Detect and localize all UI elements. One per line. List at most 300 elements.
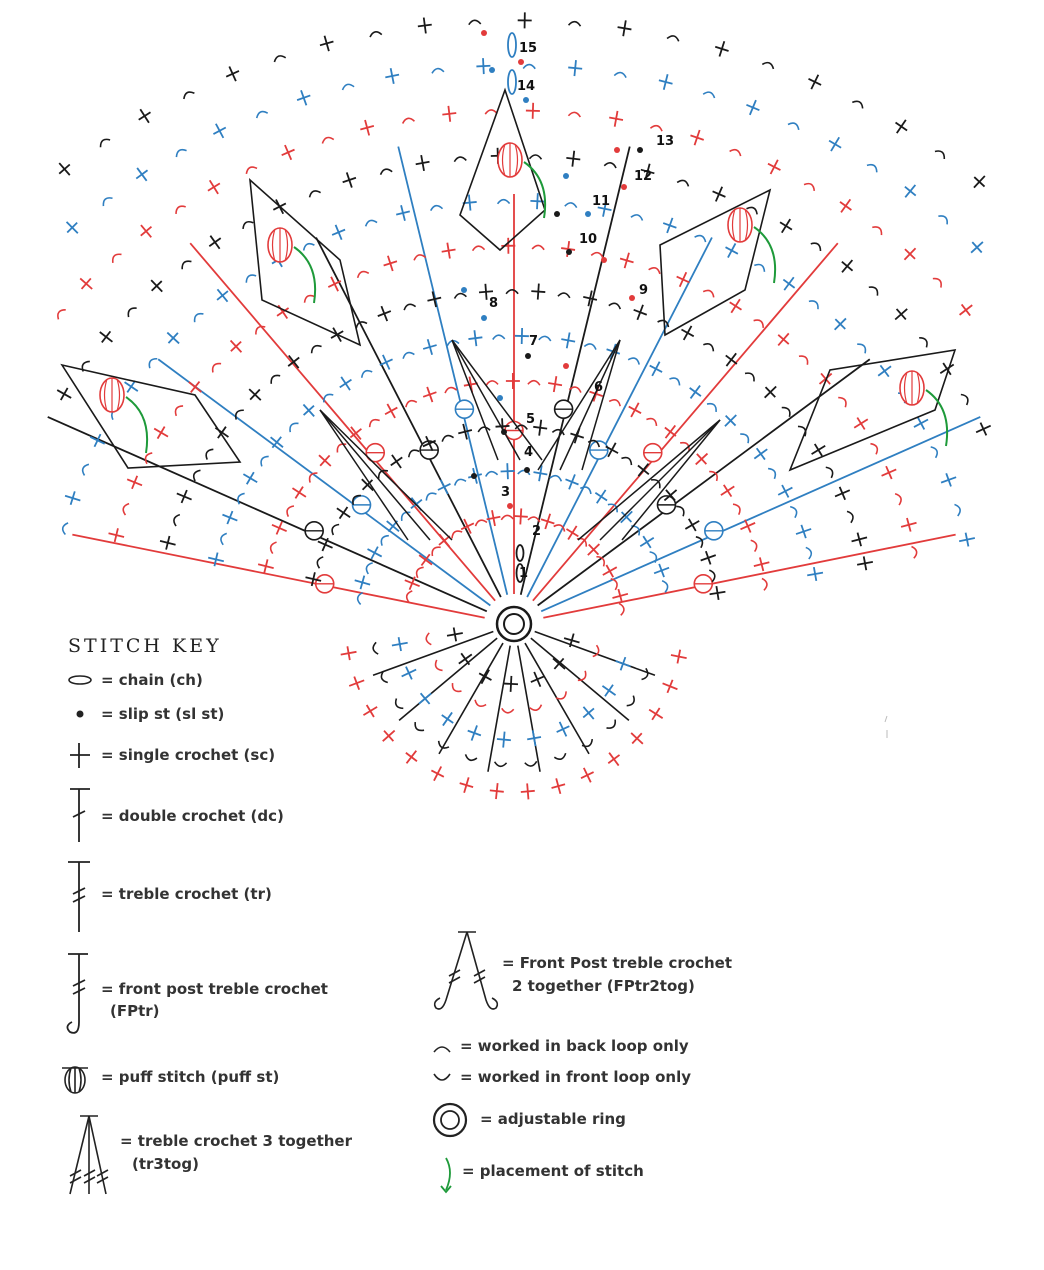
stitch-mark — [657, 73, 674, 92]
stitch-mark — [560, 331, 577, 349]
loop-mark — [356, 270, 369, 278]
placement-arrow — [524, 162, 545, 218]
puff-stitch-icon — [62, 1067, 88, 1093]
puff-circle — [694, 575, 712, 593]
loop-mark — [607, 720, 618, 731]
loop-mark — [269, 541, 277, 554]
stitch-mark — [526, 103, 541, 119]
stitch-mark — [87, 431, 107, 451]
stitch-mark — [899, 516, 918, 534]
loop-mark — [360, 368, 372, 377]
stitch-mark — [440, 242, 456, 260]
loop-mark — [733, 502, 742, 514]
loop-mark — [407, 448, 419, 457]
treble-crochet-icon — [68, 862, 90, 932]
loop-mark — [453, 478, 466, 486]
stitch-mark — [314, 450, 335, 471]
key-item-adjustable-ring: = adjustable ring — [480, 1110, 626, 1128]
puff-circle — [353, 496, 371, 514]
stitch-mark — [582, 289, 599, 308]
loop-mark — [255, 110, 268, 119]
round-labels — [489, 41, 674, 581]
loop-mark — [369, 31, 382, 37]
stitch-mark — [283, 351, 304, 372]
stitch-mark — [417, 17, 433, 35]
loop-mark — [441, 434, 454, 442]
stitch-mark — [722, 240, 742, 261]
tr3tog-fan — [320, 410, 452, 540]
loop-mark — [867, 162, 879, 172]
loop-mark — [454, 293, 466, 299]
stitch-mark — [562, 522, 582, 543]
single-crochet-icon — [70, 743, 90, 768]
loop-mark — [912, 546, 918, 559]
loop-mark — [565, 202, 577, 207]
loop-mark — [241, 219, 253, 229]
loop-mark — [961, 393, 970, 405]
stitch-mark — [560, 240, 576, 258]
stitch-mark — [760, 382, 781, 403]
loop-mark — [707, 401, 719, 412]
key-item-treble-crochet: = treble crochet (tr) — [101, 885, 272, 903]
loop-mark — [525, 761, 537, 766]
loop-mark — [219, 532, 226, 545]
stitch-mark — [578, 765, 598, 786]
loop-mark — [539, 336, 551, 341]
loop-mark — [474, 519, 487, 526]
loop-mark — [809, 298, 821, 309]
puff-stitch — [498, 143, 522, 177]
stitch-mark — [381, 401, 401, 422]
loop-mark — [847, 510, 855, 523]
loop-mark — [782, 405, 793, 417]
key-item-double-crochet: = double crochet (dc) — [101, 807, 284, 825]
stitch-mark — [764, 157, 784, 178]
stitch-mark — [391, 636, 409, 653]
round-label: 12 — [634, 169, 653, 184]
round-label: 5 — [526, 412, 536, 427]
puff-stitch — [268, 228, 292, 262]
stitch-mark — [158, 534, 177, 551]
loop-mark — [751, 539, 759, 552]
stitch-mark — [549, 777, 567, 796]
loop-mark — [532, 245, 544, 250]
loop-mark — [938, 213, 949, 224]
loop-mark — [414, 565, 423, 577]
loop-mark — [287, 421, 298, 432]
loop-mark — [172, 513, 180, 526]
loop-mark — [662, 580, 669, 593]
loop-mark — [646, 416, 658, 426]
stitch-mark — [966, 237, 987, 258]
loop-mark — [424, 491, 436, 501]
key-item-single-crochet: = single crochet (sc) — [101, 746, 276, 764]
post-stitch-spoke — [72, 535, 484, 618]
loop-mark — [506, 290, 518, 294]
stitch-mark — [776, 215, 796, 236]
stitch-mark — [394, 204, 411, 223]
loop-mark — [367, 417, 379, 427]
stitch-mark — [125, 473, 145, 492]
loop-mark — [174, 147, 186, 157]
round-label: 7 — [529, 334, 539, 349]
stitch-mark — [616, 19, 632, 37]
loop-mark — [954, 503, 961, 516]
stitch-mark — [489, 782, 505, 799]
key-item-placement: = placement of stitch — [462, 1162, 644, 1180]
fptr2tog-icon — [435, 932, 498, 1009]
loop-mark — [486, 380, 498, 385]
slip-stitch-icon — [77, 711, 84, 718]
stitch-mark — [62, 217, 83, 238]
stitch-mark — [775, 481, 796, 501]
loop-mark — [321, 136, 334, 144]
stitch-mark — [353, 573, 372, 591]
loop-mark — [493, 335, 505, 340]
stitch-mark — [340, 645, 358, 662]
stitch-mark — [364, 543, 385, 563]
stitch-mark — [476, 58, 491, 75]
loop-mark — [935, 148, 947, 159]
loop-mark — [379, 533, 389, 545]
loop-mark — [302, 242, 315, 251]
loop-mark — [464, 754, 477, 761]
loop-mark — [838, 395, 848, 407]
back-loop-icon — [434, 1047, 450, 1052]
loop-mark — [454, 156, 466, 161]
stitch-mark — [375, 304, 394, 324]
stitch-mark — [386, 451, 407, 472]
stitch-mark — [652, 561, 672, 580]
round-label: 15 — [519, 41, 538, 56]
stitch-mark — [240, 468, 261, 488]
stitch-mark — [563, 472, 582, 492]
stitch-mark — [151, 423, 172, 443]
puff-circle — [455, 400, 473, 418]
loop-mark — [405, 590, 412, 603]
stitch-mark — [528, 669, 547, 689]
lower-spoke — [535, 632, 655, 676]
stitch-mark — [467, 329, 483, 347]
stitch-mark — [294, 88, 313, 108]
stitch-mark — [515, 328, 529, 344]
round-label: 9 — [639, 283, 649, 298]
stitch-mark — [743, 97, 762, 117]
front-loop-icon — [434, 1074, 450, 1080]
stitch-mark — [63, 489, 82, 507]
loop-mark — [244, 273, 256, 283]
stitch-mark — [210, 120, 230, 141]
loop-mark — [869, 284, 880, 295]
stitch-mark — [506, 373, 520, 389]
loop-mark — [528, 380, 540, 385]
stitch-mark — [401, 746, 422, 767]
stitch-mark — [434, 477, 454, 498]
stitch-mark — [329, 222, 348, 242]
puff-circle — [305, 522, 323, 540]
stitch-mark — [289, 482, 310, 502]
post-stitch-spoke — [527, 238, 712, 598]
loop-mark — [806, 546, 813, 559]
key-item-puff-stitch: = puff stitch (puff st) — [101, 1068, 280, 1086]
stitch-mark — [969, 171, 990, 192]
stitch-mark — [618, 251, 636, 270]
key-item-front-post-treble: = front post treble crochet — [101, 980, 328, 998]
stitch-mark — [709, 184, 728, 204]
loop-mark — [609, 398, 622, 406]
loop-mark — [593, 645, 601, 658]
loop-mark — [628, 356, 641, 364]
puff-circle — [644, 444, 662, 462]
loop-mark — [568, 112, 580, 117]
adjustable-ring — [497, 607, 531, 641]
loop-mark — [501, 515, 513, 520]
loop-mark — [669, 376, 681, 386]
loop-mark — [273, 54, 286, 62]
loop-mark — [529, 155, 541, 159]
stitch-mark — [136, 221, 157, 242]
loop-mark — [210, 361, 221, 373]
round-label: 4 — [524, 445, 534, 460]
loop-mark — [404, 399, 417, 408]
stitch-mark — [358, 118, 376, 137]
stitch-mark — [279, 142, 298, 162]
loop-mark — [919, 335, 929, 347]
loop-mark — [341, 83, 354, 90]
stitch-key — [62, 635, 732, 1194]
stitch-mark — [54, 158, 75, 179]
stitch-mark — [939, 471, 959, 490]
front-post-treble-icon — [67, 954, 88, 1033]
stitch-mark — [298, 400, 319, 421]
loop-mark — [621, 455, 633, 465]
loop-mark — [609, 302, 622, 309]
stitch-mark — [830, 313, 851, 334]
loop-mark — [308, 189, 321, 197]
stitch-mark — [421, 385, 439, 405]
loop-mark — [614, 72, 627, 78]
stitch-mark — [539, 512, 557, 532]
post-stitch-spoke — [158, 359, 490, 605]
loop-mark — [558, 292, 570, 298]
loop-mark — [768, 466, 778, 478]
loop-mark — [478, 426, 490, 432]
round-label: 13 — [656, 134, 675, 149]
loop-mark — [303, 293, 315, 302]
loop-mark — [895, 492, 903, 505]
stitch-mark — [685, 381, 706, 402]
loop-mark — [650, 124, 663, 131]
stitch-mark — [806, 566, 824, 583]
loop-mark — [269, 373, 281, 384]
stitch-mark — [465, 723, 484, 743]
loop-mark — [433, 660, 442, 672]
stitch-mark — [504, 676, 519, 693]
loop-mark — [754, 262, 766, 272]
stitch-mark — [132, 164, 153, 185]
puff-circle — [316, 575, 334, 593]
stitch-mark — [874, 361, 895, 382]
loop-mark — [192, 311, 203, 322]
loop-mark — [330, 523, 339, 535]
stitch-mark — [850, 531, 869, 549]
stitch-mark — [794, 522, 814, 540]
loop-mark — [285, 504, 294, 516]
loop-mark — [101, 195, 113, 206]
puff-circle — [555, 400, 573, 418]
stitch-mark — [879, 463, 899, 482]
placement-arrow — [754, 227, 775, 283]
tr3tog-icon — [70, 1116, 108, 1194]
loop-mark — [826, 465, 835, 477]
loop-mark — [403, 303, 416, 310]
stitch-mark — [899, 243, 920, 264]
loop-mark — [147, 356, 158, 368]
stitch-mark — [520, 783, 535, 800]
stitch-mark — [414, 154, 431, 172]
stitch-mark — [626, 728, 647, 749]
loop-mark — [857, 342, 868, 354]
loop-mark — [469, 20, 481, 25]
stitch-mark — [500, 463, 515, 480]
loop-mark — [933, 276, 944, 288]
stitch-mark — [531, 283, 546, 300]
loop-mark — [393, 698, 403, 710]
stitch-mark — [244, 384, 265, 405]
loop-mark — [523, 64, 535, 68]
stitch-mark — [526, 729, 543, 747]
loop-mark — [667, 35, 680, 42]
stitch-mark — [347, 674, 367, 693]
stitch-mark — [421, 337, 439, 356]
double-crochet-icon — [70, 789, 90, 842]
placement-arrow — [926, 390, 947, 446]
loop-mark — [754, 317, 766, 327]
loop-mark — [372, 642, 378, 655]
loop-mark — [931, 445, 940, 458]
loop-mark — [497, 200, 509, 204]
stitch-mark — [832, 484, 852, 503]
stitch-mark — [717, 480, 738, 500]
stitch-mark — [475, 666, 495, 687]
round-label: 3 — [501, 485, 511, 500]
stitch-mark — [269, 518, 289, 537]
loop-mark — [182, 90, 194, 99]
key-item-fptr2tog: = Front Post treble crochet — [502, 954, 732, 972]
loop-mark — [528, 516, 541, 522]
stitch-mark — [76, 273, 97, 294]
stitch-mark — [273, 301, 294, 322]
loop-mark — [110, 252, 121, 263]
loop-mark — [530, 705, 543, 712]
loop-mark — [870, 442, 879, 454]
loop-mark — [174, 204, 186, 214]
loop-mark — [677, 179, 690, 187]
round-label: 14 — [517, 79, 536, 94]
post-stitch-spoke — [398, 147, 507, 595]
key-item-chain: = chain (ch) — [101, 671, 203, 689]
loop-mark — [425, 633, 431, 646]
loop-mark — [180, 259, 192, 270]
stitch-mark — [604, 749, 625, 770]
stitch-mark — [212, 285, 233, 306]
stitch-mark — [225, 336, 246, 357]
loop-mark — [676, 504, 686, 516]
placement-arrow — [294, 247, 315, 303]
stitch-mark — [399, 663, 419, 682]
stitch-mark — [900, 180, 921, 201]
loop-mark — [245, 165, 257, 174]
loop-mark — [485, 110, 497, 114]
stitch-mark — [446, 626, 464, 643]
loop-mark — [380, 168, 393, 175]
loop-mark — [695, 234, 708, 243]
round-label: 1 — [519, 566, 529, 581]
stitch-mark — [428, 763, 448, 784]
stitch-mark — [205, 232, 226, 253]
loop-mark — [550, 474, 563, 481]
slip-stitch-dots — [461, 30, 643, 509]
stitch-mark — [513, 508, 528, 525]
loop-mark — [364, 219, 377, 227]
loop-mark — [745, 370, 757, 381]
stitch-mark — [220, 508, 240, 527]
key-item-tr3tog: = treble crochet 3 together — [120, 1132, 353, 1150]
stitch-mark — [773, 329, 794, 350]
round-label: 11 — [592, 194, 611, 209]
stitch-mark — [340, 170, 358, 190]
loop-mark — [485, 471, 497, 477]
loop-mark — [619, 603, 625, 615]
loop-mark — [494, 762, 506, 767]
loop-mark — [444, 386, 457, 393]
loop-mark — [122, 502, 129, 515]
stitch-mark — [457, 775, 475, 794]
stitch-mark — [698, 549, 718, 568]
loop-mark — [872, 224, 884, 235]
stitch-mark — [318, 34, 336, 53]
loop-mark — [309, 343, 321, 353]
loop-mark — [852, 99, 864, 109]
stitch-mark — [402, 574, 422, 593]
stitch-mark — [682, 515, 703, 535]
loop-mark — [501, 708, 513, 713]
stitch-mark — [345, 422, 366, 443]
stitch-mark — [174, 487, 194, 506]
stitch-mark — [95, 326, 116, 347]
stitch-mark — [752, 555, 771, 572]
stitch-mark — [568, 426, 586, 446]
loop-mark — [811, 241, 823, 251]
diamond-motif — [660, 190, 775, 335]
loop-mark — [126, 305, 137, 317]
stitch-mark — [107, 526, 126, 543]
round-label: 10 — [579, 232, 598, 247]
stitch-mark — [578, 702, 599, 723]
stitch-mark — [384, 67, 401, 85]
stitch-mark — [547, 375, 563, 393]
placement-arrow-icon — [441, 1158, 451, 1192]
key-item-back-loop: = worked in back loop only — [460, 1037, 689, 1055]
loop-mark — [799, 353, 810, 364]
stitch-mark — [720, 410, 741, 431]
stitch-mark — [204, 177, 224, 198]
stitch-mark — [496, 731, 511, 748]
loop-mark — [472, 246, 484, 251]
round-label: 8 — [489, 296, 499, 311]
loop-mark — [402, 117, 415, 123]
loop-mark — [703, 288, 715, 297]
